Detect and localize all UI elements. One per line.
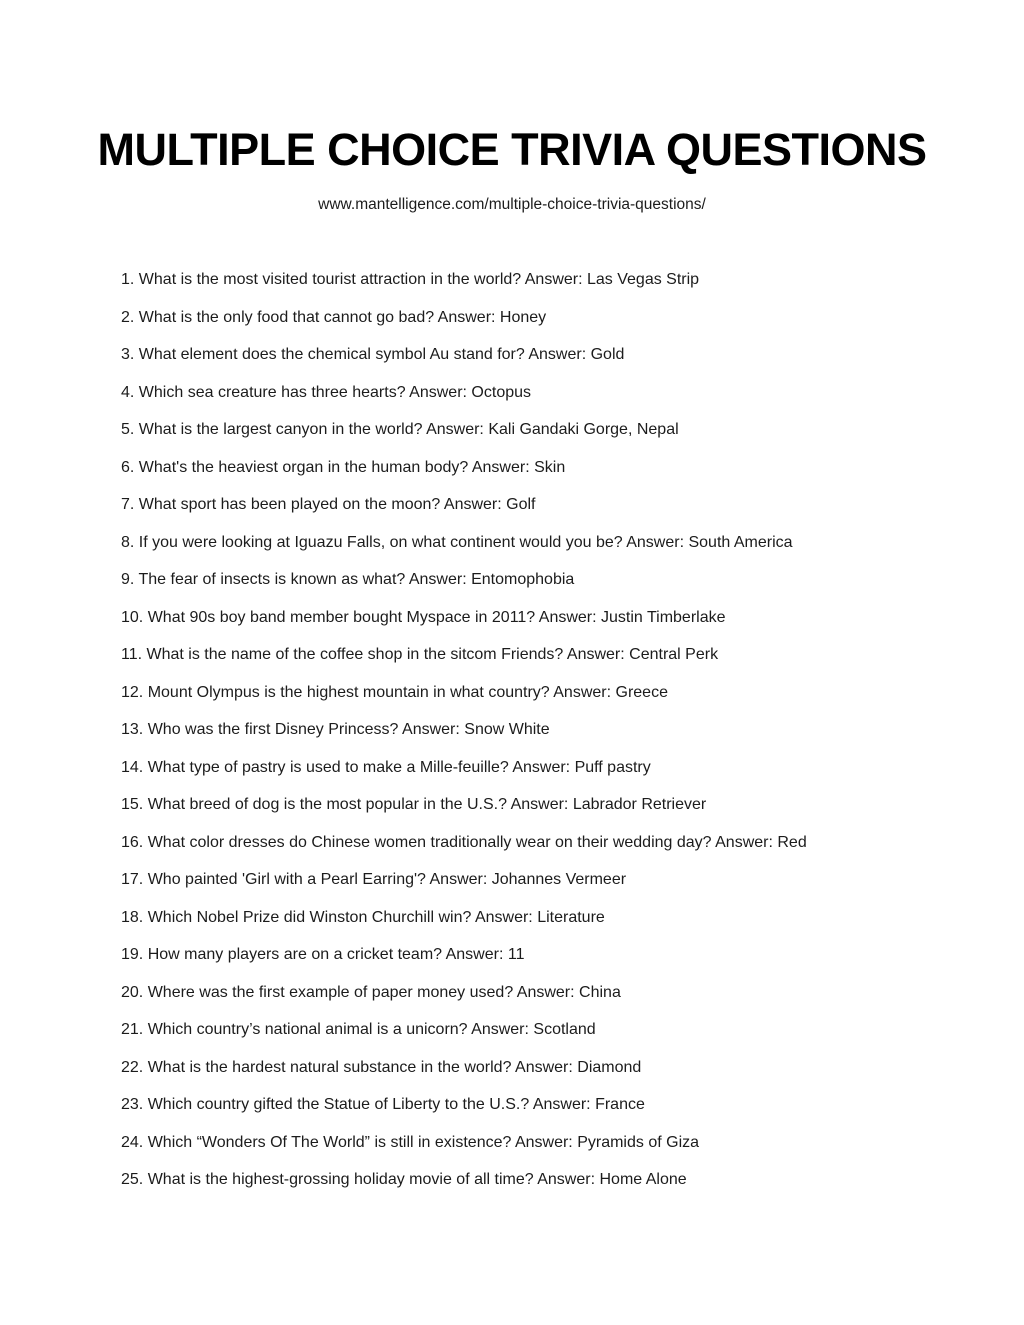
answer-label: Answer: bbox=[538, 608, 597, 626]
trivia-item bbox=[121, 422, 944, 439]
question-number: 5. bbox=[121, 421, 135, 438]
question-text: The fear of insects is known as what? bbox=[138, 571, 406, 588]
answer-label: Answer: bbox=[471, 458, 530, 476]
trivia-item bbox=[121, 497, 944, 514]
trivia-item bbox=[121, 947, 944, 964]
question-text: What element does the chemical symbol Au stand for? bbox=[138, 346, 525, 363]
answer-label: Answer: bbox=[474, 908, 533, 926]
answer-label: Answer: bbox=[437, 308, 496, 326]
answer-label: Answer: bbox=[402, 721, 460, 738]
answer-text: China bbox=[579, 983, 621, 1001]
answer-text: Johannes Vermeer bbox=[491, 871, 627, 888]
trivia-item bbox=[121, 1097, 944, 1114]
answer-text: South America bbox=[688, 533, 793, 551]
question-number: 19. bbox=[121, 946, 144, 963]
question-number: 25. bbox=[121, 1171, 144, 1188]
answer-label: Answer: bbox=[445, 946, 504, 963]
answer-text: Puff pastry bbox=[574, 758, 651, 776]
question-text: Which country’s national animal is a unicorn? bbox=[147, 1021, 468, 1038]
question-number: 21. bbox=[121, 1021, 144, 1038]
answer-label: Answer: bbox=[715, 833, 773, 851]
answer-label: Answer: bbox=[514, 1133, 573, 1151]
question-text: If you were looking at Iguazu Falls, on what continent would you be? bbox=[138, 533, 623, 551]
trivia-item bbox=[121, 572, 944, 589]
question-number: 10. bbox=[121, 608, 144, 626]
question-text: What sport has been played on the moon? bbox=[138, 496, 441, 513]
trivia-item bbox=[121, 1022, 944, 1039]
question-text: How many players are on a cricket team? bbox=[147, 946, 443, 963]
answer-text: Greece bbox=[615, 683, 668, 701]
trivia-item bbox=[121, 797, 944, 814]
answer-text: Labrador Retriever bbox=[572, 796, 707, 813]
trivia-item bbox=[121, 1060, 944, 1077]
trivia-item bbox=[121, 985, 944, 1002]
question-number: 13. bbox=[121, 721, 144, 738]
question-text: What is the hardest natural substance in the world? bbox=[147, 1058, 512, 1076]
answer-text: Scotland bbox=[533, 1021, 596, 1038]
answer-text: France bbox=[595, 1096, 645, 1113]
question-text: What is the only food that cannot go bad? bbox=[138, 308, 435, 326]
question-number: 2. bbox=[121, 308, 135, 326]
answer-label: Answer: bbox=[408, 571, 467, 588]
answer-text: Pyramids of Giza bbox=[577, 1133, 700, 1151]
question-text: What is the highest-grossing holiday movie of all time? bbox=[147, 1171, 534, 1188]
question-number: 15. bbox=[121, 796, 144, 813]
answer-text: Justin Timberlake bbox=[601, 608, 726, 626]
question-text: Which country gifted the Statue of Liberty to the U.S.? bbox=[147, 1096, 530, 1113]
question-text: What color dresses do Chinese women traditionally wear on their wedding day? bbox=[147, 833, 712, 851]
question-text: What type of pastry is used to make a Mille-feuille? bbox=[147, 758, 509, 776]
question-number: 24. bbox=[121, 1133, 144, 1151]
answer-label: Answer: bbox=[512, 758, 571, 776]
trivia-item bbox=[121, 272, 944, 289]
question-text: What's the heaviest organ in the human body? bbox=[138, 458, 469, 476]
answer-label: Answer: bbox=[553, 683, 612, 701]
answer-label: Answer: bbox=[409, 383, 467, 401]
answer-label: Answer: bbox=[515, 1058, 573, 1076]
answer-label: Answer: bbox=[537, 1171, 596, 1188]
question-number: 11. bbox=[121, 646, 143, 663]
question-text: Mount Olympus is the highest mountain in what country? bbox=[147, 683, 550, 701]
trivia-item bbox=[121, 347, 944, 364]
question-text: Which sea creature has three hearts? bbox=[138, 383, 406, 401]
answer-text: Entomophobia bbox=[471, 571, 575, 588]
question-number: 1. bbox=[121, 271, 135, 288]
answer-text: Central Perk bbox=[629, 646, 719, 663]
question-number: 4. bbox=[121, 383, 135, 401]
trivia-item bbox=[121, 910, 944, 927]
trivia-item bbox=[121, 872, 944, 889]
trivia-item bbox=[121, 310, 944, 327]
answer-text: Red bbox=[777, 833, 807, 851]
question-number: 8. bbox=[121, 533, 135, 551]
trivia-item bbox=[121, 722, 944, 739]
question-number: 17. bbox=[121, 871, 144, 888]
question-text: What is the largest canyon in the world? bbox=[138, 421, 423, 438]
question-number: 16. bbox=[121, 833, 144, 851]
page-title: MULTIPLE CHOICE TRIVIA QUESTIONS bbox=[97, 124, 927, 175]
answer-text: Snow White bbox=[464, 721, 550, 738]
question-number: 9. bbox=[121, 571, 135, 588]
answer-label: Answer: bbox=[626, 533, 685, 551]
answer-text: Skin bbox=[534, 458, 566, 476]
question-text: What breed of dog is the most popular in the U.S.? bbox=[147, 796, 508, 813]
question-number: 18. bbox=[121, 908, 144, 926]
answer-label: Answer: bbox=[516, 983, 575, 1001]
answer-label: Answer: bbox=[443, 496, 502, 513]
answer-label: Answer: bbox=[528, 346, 587, 363]
question-number: 22. bbox=[121, 1058, 144, 1076]
answer-label: Answer: bbox=[510, 796, 569, 813]
trivia-item bbox=[121, 760, 944, 777]
trivia-list bbox=[121, 272, 944, 1210]
question-text: What 90s boy band member bought Myspace in 2011? bbox=[147, 608, 536, 626]
question-text: What is the name of the coffee shop in the sitcom Friends? bbox=[146, 646, 564, 663]
trivia-item bbox=[121, 610, 944, 627]
answer-text: Literature bbox=[537, 908, 605, 926]
trivia-item bbox=[121, 647, 944, 664]
answer-label: Answer: bbox=[532, 1096, 591, 1113]
trivia-item bbox=[121, 1172, 944, 1189]
answer-label: Answer: bbox=[524, 271, 583, 288]
answer-text: Las Vegas Strip bbox=[587, 271, 700, 288]
answer-label: Answer: bbox=[429, 871, 488, 888]
question-number: 12. bbox=[121, 683, 144, 701]
question-text: Who painted 'Girl with a Pearl Earring'? bbox=[147, 871, 426, 888]
source-url: www.mantelligence.com/multiple-choice-trivia-questions/ bbox=[318, 196, 706, 213]
answer-text: Golf bbox=[506, 496, 536, 513]
answer-text: Honey bbox=[499, 308, 547, 326]
question-text: What is the most visited tourist attraction in the world? bbox=[138, 271, 522, 288]
trivia-item bbox=[121, 460, 944, 477]
question-number: 20. bbox=[121, 983, 144, 1001]
question-number: 23. bbox=[121, 1096, 144, 1113]
trivia-item bbox=[121, 685, 944, 702]
question-number: 3. bbox=[121, 346, 135, 363]
trivia-item bbox=[121, 835, 944, 852]
trivia-item bbox=[121, 385, 944, 402]
question-number: 6. bbox=[121, 458, 135, 476]
question-number: 14. bbox=[121, 758, 144, 776]
answer-text: Diamond bbox=[577, 1058, 642, 1076]
answer-text: Gold bbox=[590, 346, 625, 363]
answer-text: Home Alone bbox=[599, 1171, 687, 1188]
question-text: Which Nobel Prize did Winston Churchill win? bbox=[147, 908, 472, 926]
question-text: Who was the first Disney Princess? bbox=[147, 721, 399, 738]
answer-text: Octopus bbox=[471, 383, 532, 401]
answer-label: Answer: bbox=[566, 646, 625, 663]
trivia-item bbox=[121, 535, 944, 552]
answer-label: Answer: bbox=[471, 1021, 529, 1038]
answer-label: Answer: bbox=[426, 421, 484, 438]
answer-text: 11 bbox=[507, 946, 525, 963]
answer-text: Kali Gandaki Gorge, Nepal bbox=[488, 421, 679, 438]
question-text: Which “Wonders Of The World” is still in existence? bbox=[147, 1133, 512, 1151]
question-number: 7. bbox=[121, 496, 135, 513]
trivia-item bbox=[121, 1135, 944, 1152]
question-text: Where was the first example of paper money used? bbox=[147, 983, 514, 1001]
